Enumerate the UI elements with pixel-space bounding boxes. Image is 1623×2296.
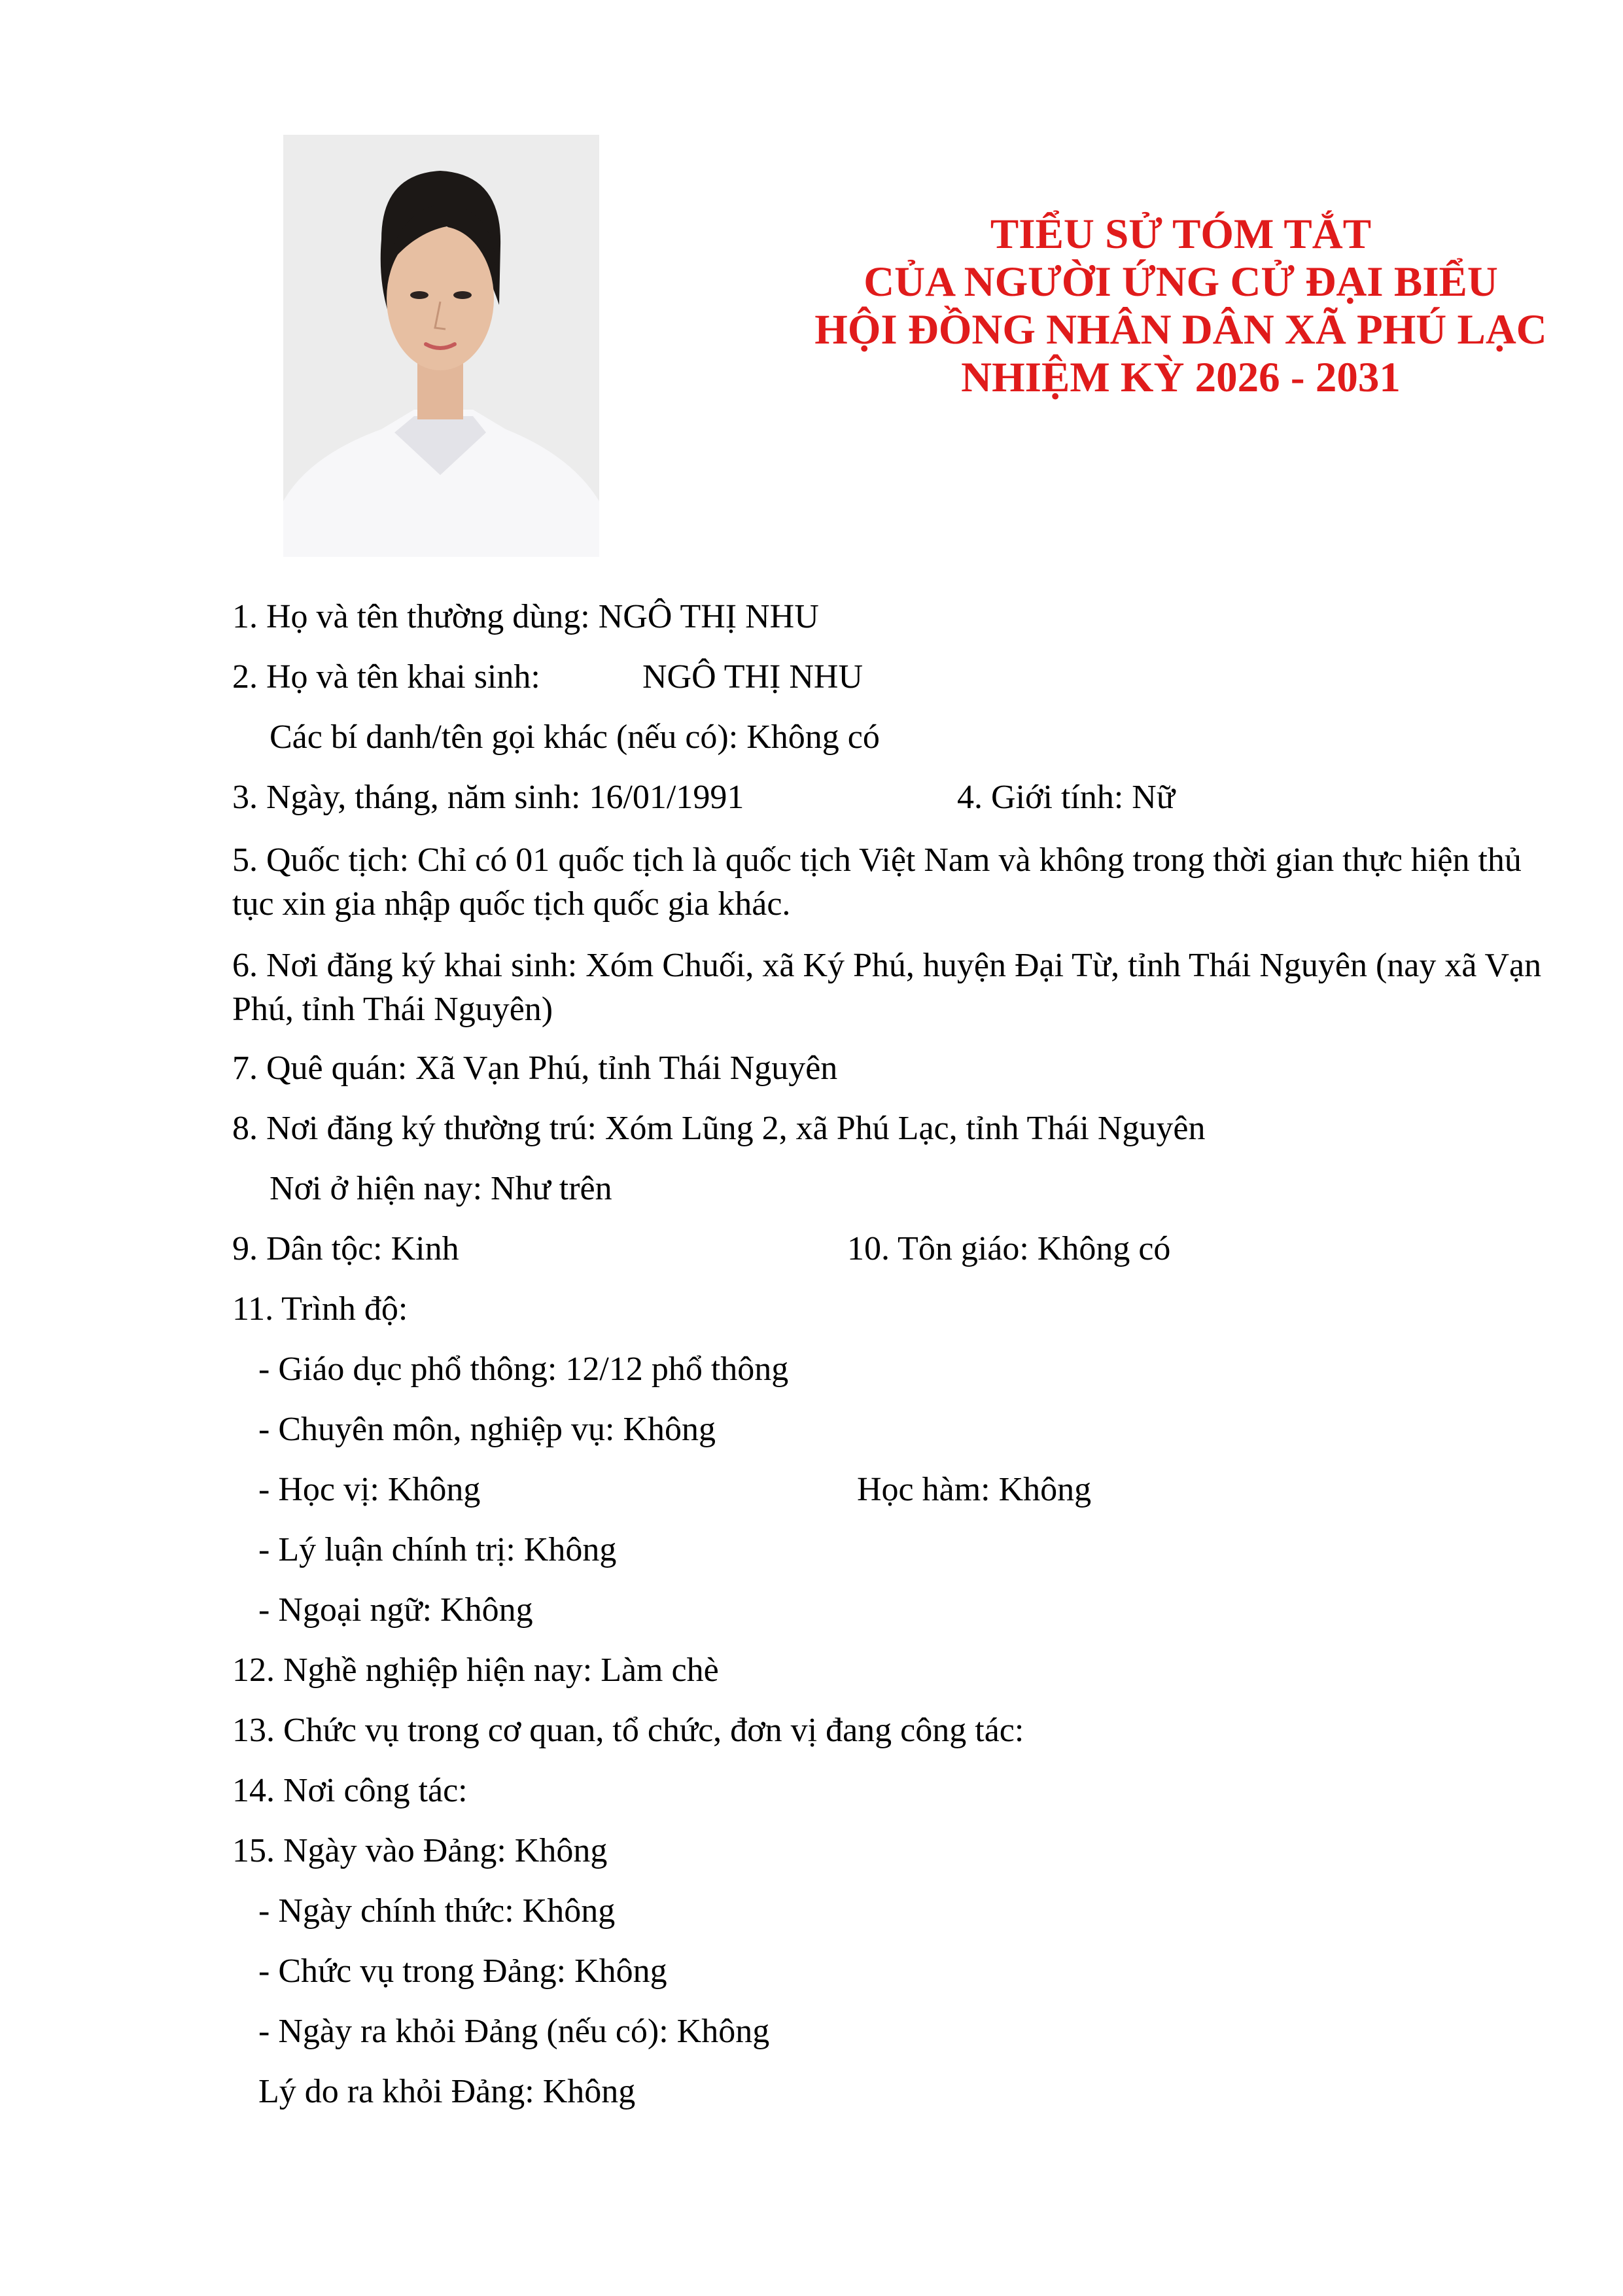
field-party-join-date: 15. Ngày vào Đảng: Không <box>232 1832 608 1869</box>
field-academic-title: Học hàm: Không <box>857 1471 1092 1508</box>
field-permanent-residence: 8. Nơi đăng ký thường trú: Xóm Lũng 2, xã Phú Lạc, tỉnh Thái Nguyên <box>232 1110 1206 1147</box>
field-general-education: - Giáo dục phổ thông: 12/12 phổ thông <box>258 1351 789 1388</box>
field-foreign-language: - Ngoại ngữ: Không <box>258 1591 533 1629</box>
field-gender: 4. Giới tính: Nữ <box>957 779 1176 816</box>
field-party-official-date: - Ngày chính thức: Không <box>258 1892 616 1930</box>
field-birth-registration-place: 6. Nơi đăng ký khai sinh: Xóm Chuối, xã Ký Phú, huyện Đại Từ, tỉnh Thái Nguyên (nay xã Vạn Phú, tỉnh Thái Nguyên) <box>232 947 1542 1028</box>
title-line-1: TIỂU SỬ TÓM TẮT <box>990 211 1372 258</box>
field-religion: 10. Tôn giáo: Không có <box>847 1230 1171 1267</box>
field-birth-name-value: NGÔ THỊ NHU <box>642 658 864 696</box>
field-ethnicity: 9. Dân tộc: Kinh <box>232 1230 459 1267</box>
title-line-2: CỦA NGƯỜI ỨNG CỬ ĐẠI BIỂU <box>864 258 1498 306</box>
field-party-position: - Chức vụ trong Đảng: Không <box>258 1952 667 1990</box>
field-common-name: 1. Họ và tên thường dùng: NGÔ THỊ NHU <box>232 598 819 635</box>
field-hometown: 7. Quê quán: Xã Vạn Phú, tỉnh Thái Nguyên <box>232 1050 838 1087</box>
title-line-4: NHIỆM KỲ 2026 - 2031 <box>961 354 1401 401</box>
field-workplace: 14. Nơi công tác: <box>232 1772 468 1809</box>
field-current-residence: Nơi ở hiện nay: Như trên <box>270 1170 612 1207</box>
field-occupation: 12. Nghề nghiệp hiện nay: Làm chè <box>232 1651 719 1689</box>
field-aliases: Các bí danh/tên gọi khác (nếu có): Không có <box>270 718 880 756</box>
field-political-theory: - Lý luận chính trị: Không <box>258 1531 617 1568</box>
document-title <box>772 211 1590 402</box>
field-professional-skills: - Chuyên môn, nghiệp vụ: Không <box>258 1411 716 1448</box>
field-academic-degree: - Học vị: Không <box>258 1471 481 1508</box>
field-date-of-birth: 3. Ngày, tháng, năm sinh: 16/01/1991 <box>232 779 744 816</box>
candidate-portrait-photo <box>283 135 599 557</box>
title-line-3: HỘI ĐỒNG NHÂN DÂN XÃ PHÚ LẠC <box>814 306 1547 353</box>
field-party-exit-date: - Ngày ra khỏi Đảng (nếu có): Không <box>258 2013 770 2050</box>
field-birth-name-label: 2. Họ và tên khai sinh: <box>232 658 540 696</box>
field-party-exit-reason: Lý do ra khỏi Đảng: Không <box>258 2073 636 2110</box>
field-position: 13. Chức vụ trong cơ quan, tổ chức, đơn vị đang công tác: <box>232 1712 1024 1749</box>
field-qualifications: 11. Trình độ: <box>232 1290 408 1328</box>
field-nationality: 5. Quốc tịch: Chỉ có 01 quốc tịch là quốc tịch Việt Nam và không trong thời gian thực hiện thủ tục xin gia nhập quốc tịch quốc gia khác. <box>232 841 1522 923</box>
